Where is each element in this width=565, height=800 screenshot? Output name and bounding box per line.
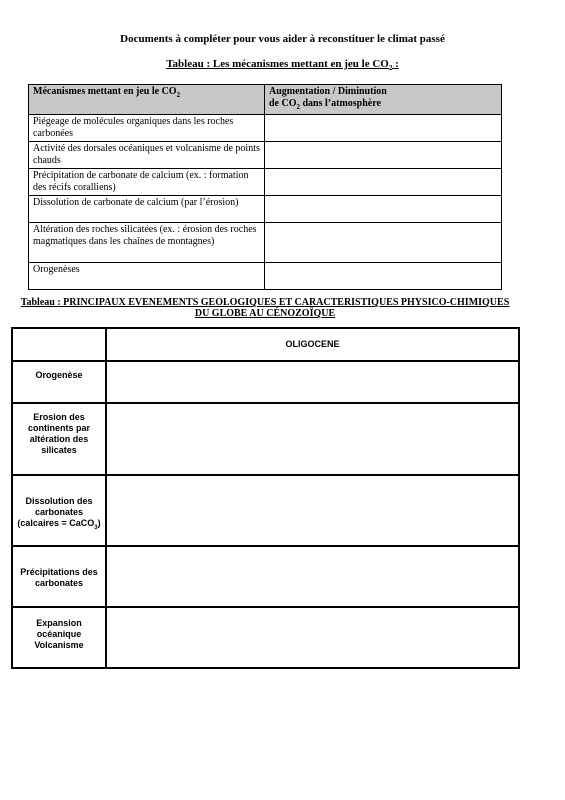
mechanism-cell: Précipitation de carbonate de calcium (ex. : formation des récifs coralliens) xyxy=(29,169,265,196)
table-row xyxy=(12,403,519,475)
mechanism-cell: Orogenèses xyxy=(29,263,265,290)
table-row xyxy=(12,546,519,607)
header-effect xyxy=(265,85,502,115)
table-row xyxy=(29,196,502,223)
table-row xyxy=(29,169,502,196)
answer-cell[interactable] xyxy=(265,142,502,169)
header-effect-sub: 2 xyxy=(296,103,300,111)
table2-caption-line2: DU GLOBE AU CÉNOZOÏQUE xyxy=(194,308,336,319)
answer-cell[interactable] xyxy=(106,361,519,403)
row-label-orogenese: Orogenèse xyxy=(12,361,106,403)
answer-cell[interactable] xyxy=(265,115,502,142)
mechanism-cell: Dissolution de carbonate de calcium (par l’érosion) xyxy=(29,196,265,223)
table2-caption xyxy=(0,297,530,319)
document-title: Documents à compléter pour vous aider à reconstituer le climat passé xyxy=(120,33,445,45)
table1-title-text: Tableau : Les mécanismes mettant en jeu le CO xyxy=(166,58,389,70)
mechanism-cell: Piégeage de molécules organiques dans les roches carbonées xyxy=(29,115,265,142)
answer-cell[interactable] xyxy=(106,607,519,668)
header-effect-line1: Augmentation / Diminution xyxy=(269,86,387,97)
table1-title-sub: 2 xyxy=(388,64,393,73)
table-row xyxy=(29,115,502,142)
row-label-expansion: Expansion océanique Volcanisme xyxy=(12,607,106,668)
table-row xyxy=(29,223,502,263)
row-label-erosion: Erosion des continents par altération des silicates xyxy=(12,403,106,475)
answer-cell[interactable] xyxy=(106,546,519,607)
table1-title-suffix: : xyxy=(392,58,399,70)
empty-corner-cell xyxy=(12,328,106,361)
answer-cell[interactable] xyxy=(106,475,519,546)
table-row xyxy=(29,142,502,169)
table-row xyxy=(12,607,519,668)
mechanism-cell: Altération des roches silicatées (ex. : érosion des roches magmatiques dans les chaînes de montagnes) xyxy=(29,223,265,263)
cenozoic-events-table xyxy=(11,327,520,669)
header-mechanisms-text: Mécanismes mettant en jeu le CO xyxy=(33,86,177,97)
table2-caption-line1: Tableau : PRINCIPAUX EVENEMENTS GEOLOGIQUES ET CARACTERISTIQUES PHYSICO-CHIMIQUES xyxy=(20,297,510,308)
table-header-row xyxy=(29,85,502,115)
answer-cell[interactable] xyxy=(265,196,502,223)
row-label-dissolution xyxy=(12,475,106,546)
header-effect-line2-text: de CO xyxy=(269,98,297,109)
caco3-subscript: 3 xyxy=(94,524,98,531)
answer-cell[interactable] xyxy=(106,403,519,475)
table2-header-row xyxy=(12,328,519,361)
table-row xyxy=(12,361,519,403)
table-row xyxy=(12,475,519,546)
header-mechanisms xyxy=(29,85,265,115)
table1-title xyxy=(0,58,565,72)
column-header-oligocene: OLIGOCENE xyxy=(106,328,519,361)
answer-cell[interactable] xyxy=(265,223,502,263)
answer-cell[interactable] xyxy=(265,263,502,290)
header-mechanisms-sub: 2 xyxy=(176,91,181,99)
row-label-dissolution-suffix: ) xyxy=(97,518,101,528)
mechanism-cell: Activité des dorsales océaniques et volcanisme de points chauds xyxy=(29,142,265,169)
co2-mechanisms-table xyxy=(28,84,502,290)
header-effect-line2 xyxy=(269,98,497,113)
row-label-dissolution-text: Dissolution des carbonates (calcaires = CaCO xyxy=(17,496,95,528)
header-effect-line2-suffix: dans l’atmosphère xyxy=(300,98,381,109)
table-row xyxy=(29,263,502,290)
row-label-precipitations: Précipitations des carbonates xyxy=(12,546,106,607)
answer-cell[interactable] xyxy=(265,169,502,196)
